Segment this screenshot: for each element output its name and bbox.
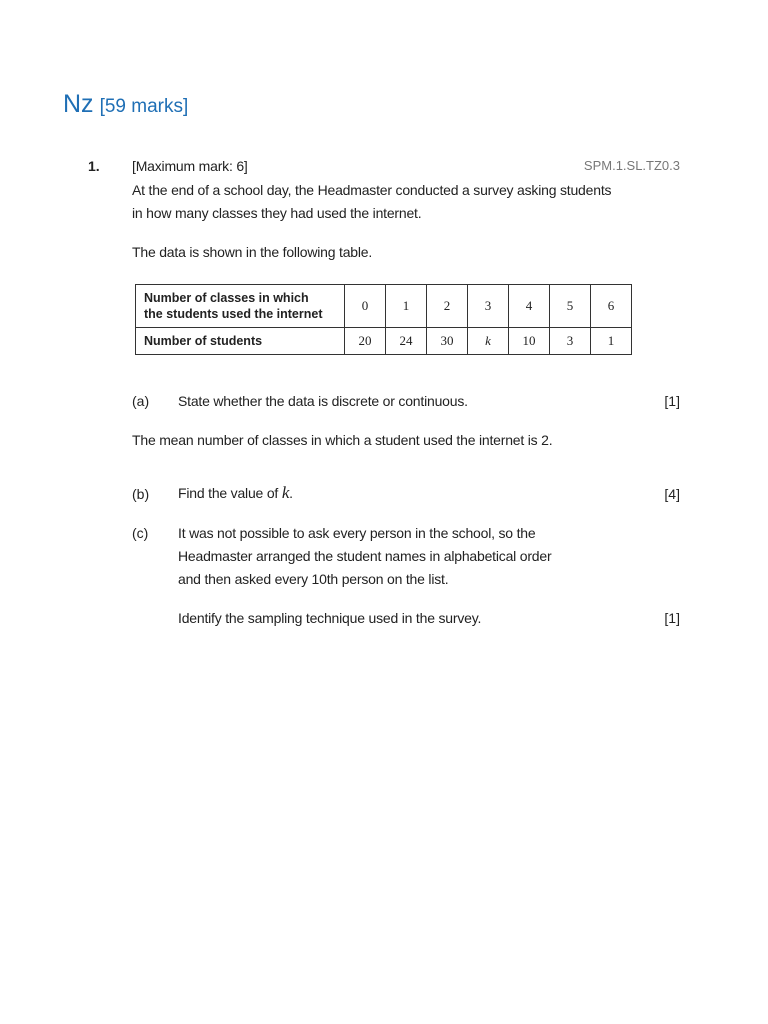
part-c-line-1: It was not possible to ask every person in the school, so the — [178, 525, 536, 541]
intro-line-2: in how many classes they had used the internet. — [132, 205, 422, 221]
part-b-text-end: . — [289, 485, 293, 501]
row-header-students: Number of students — [136, 328, 345, 355]
row-header-classes-line2: the students used the internet — [144, 307, 323, 321]
table-cell: 1 — [591, 328, 632, 355]
part-b-label: (b) — [132, 486, 150, 502]
section-code: Nz — [63, 90, 94, 118]
table-cell: 20 — [345, 328, 386, 355]
table-cell: 3 — [550, 328, 591, 355]
part-b-variable: k — [281, 483, 290, 502]
part-c-line-2: Headmaster arranged the student names in alphabetical order — [178, 548, 552, 564]
part-b-text-start: Find the value of — [178, 485, 282, 501]
part-b-text — [178, 483, 293, 503]
part-c-label: (c) — [132, 525, 149, 541]
question-number: 1. — [88, 158, 100, 174]
part-c-line-3: and then asked every 10th person on the list. — [178, 571, 449, 587]
table-row-classes — [136, 285, 632, 328]
table-intro: The data is shown in the following table. — [132, 244, 373, 260]
table-cell: 3 — [468, 285, 509, 328]
table-cell: 4 — [509, 285, 550, 328]
table-cell-k: k — [468, 328, 509, 355]
row-header-classes-line1: Number of classes in which — [144, 291, 309, 305]
part-b-mark: [4] — [664, 486, 680, 502]
table-cell: 6 — [591, 285, 632, 328]
part-a-text: State whether the data is discrete or continuous. — [178, 393, 468, 409]
table-row-students — [136, 328, 632, 355]
intro-line-1: At the end of a school day, the Headmaster conducted a survey asking students — [132, 182, 612, 198]
part-c-mark: [1] — [664, 610, 680, 626]
section-marks: [59 marks] — [99, 96, 189, 117]
table-cell: 1 — [386, 285, 427, 328]
table-cell: 30 — [427, 328, 468, 355]
table-cell: 0 — [345, 285, 386, 328]
max-mark: [Maximum mark: 6] — [132, 158, 248, 174]
row-header-classes — [136, 285, 345, 328]
mean-statement: The mean number of classes in which a student used the internet is 2. — [132, 432, 553, 448]
part-a-mark: [1] — [664, 393, 680, 409]
table-cell: 24 — [386, 328, 427, 355]
part-c-instruction: Identify the sampling technique used in the survey. — [178, 610, 482, 626]
data-table — [135, 284, 632, 355]
table-cell: 5 — [550, 285, 591, 328]
part-a-label: (a) — [132, 393, 150, 409]
section-title — [63, 90, 188, 119]
table-cell: 10 — [509, 328, 550, 355]
table-cell: 2 — [427, 285, 468, 328]
question-reference: SPM.1.SL.TZ0.3 — [583, 158, 680, 173]
